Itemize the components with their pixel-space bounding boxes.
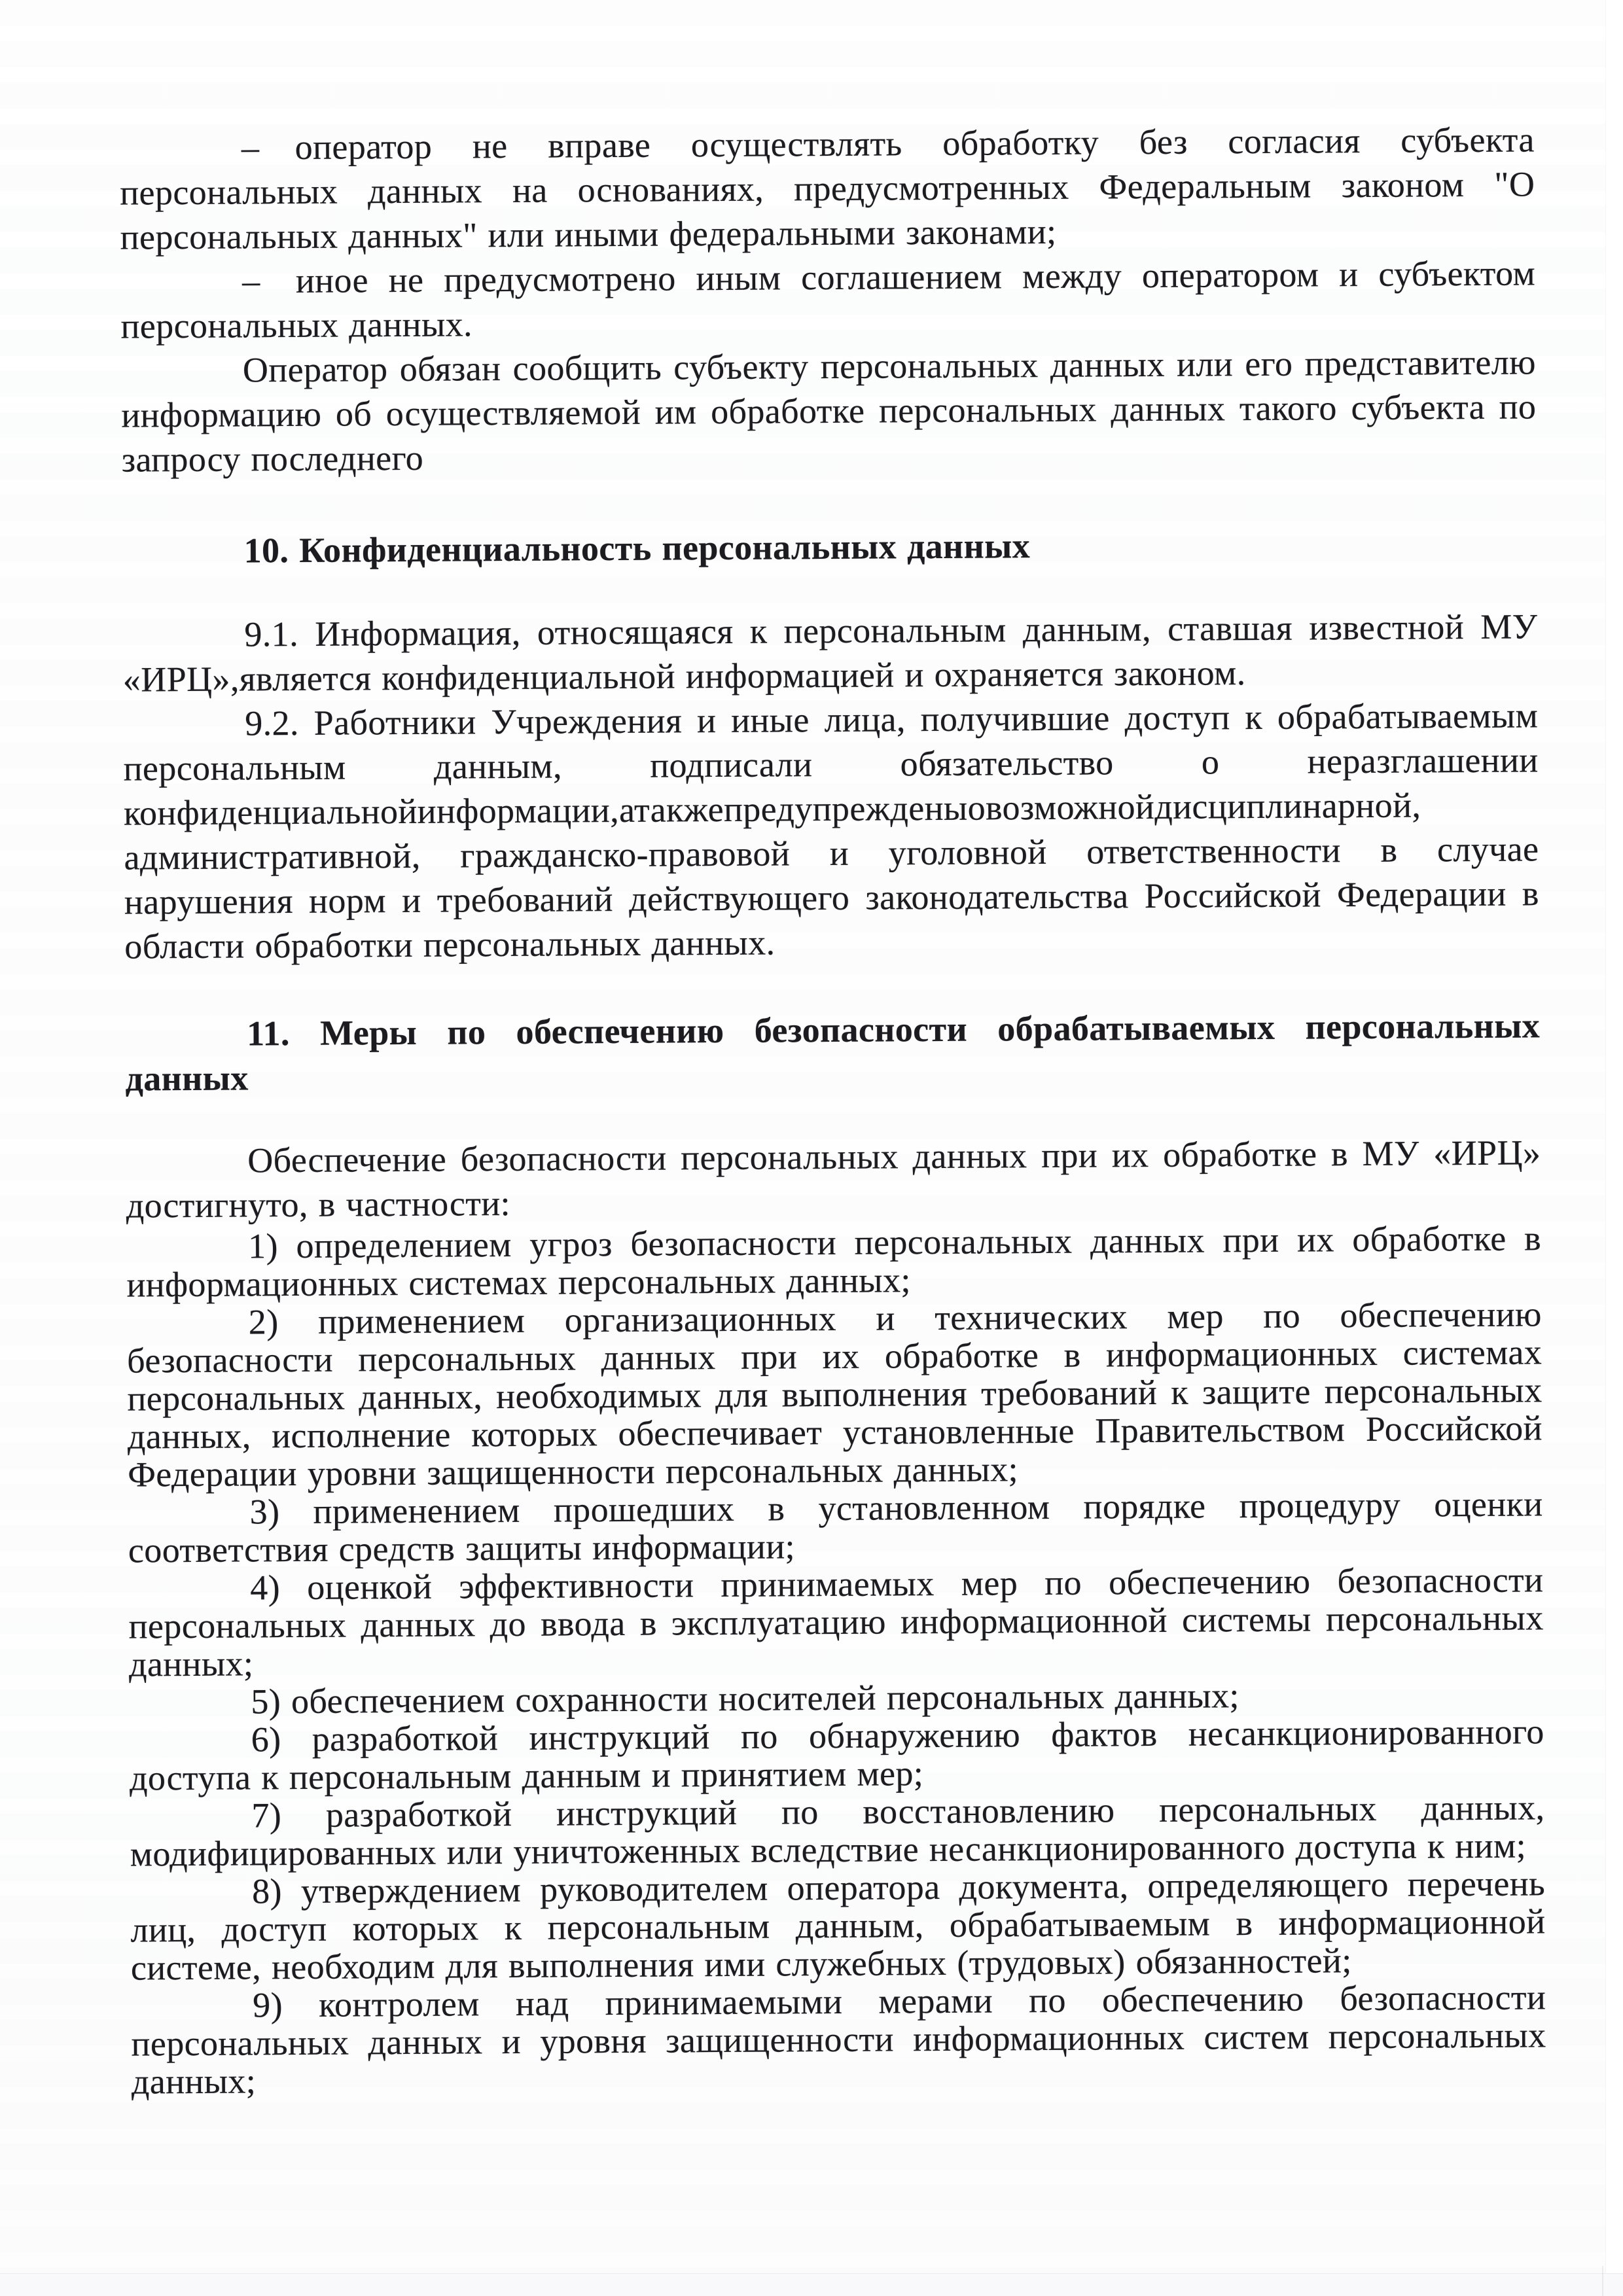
- paragraph-operator-consent-restriction: – оператор не вправе осуществлять обработку без согласия субъекта персональных данных на основаниях, предусмотренных Федеральным законом "О персональных данных" или иными федеральными законами;: [120, 120, 1535, 257]
- list-item-5-media-safekeeping: 5) обеспечением сохранности носителей персональных данных;: [251, 1676, 1240, 1722]
- list-item-2-organizational-technical-measures: 2) применением организационных и технических мер по обеспечению безопасности персональных данных при их обработке в информационных системах персональных данных, необходимых для выполнения требований к защите персональных данных, исполнение которых обеспечивает установленные Правительством Российской Федерации уровни защищенности персональных данных;: [126, 1294, 1543, 1494]
- paragraph-security-measures-intro: Обеспечение безопасности персональных данных при их обработке в МУ «ИРЦ» достигнуто, в частности:: [126, 1133, 1541, 1226]
- document-text-block: [120, 117, 1546, 2100]
- heading-section-10-confidentiality: 10. Конфиденциальность персональных данных: [243, 526, 1031, 571]
- scan-edge-artifact: [1606, 0, 1623, 2296]
- list-item-1-threat-identification: 1) определением угроз безопасности персональных данных при их обработке в информационных системах персональных данных;: [126, 1218, 1542, 1305]
- paragraph-other-agreement-clause: – иное не предусмотрено иным соглашением между оператором и субъектом персональных данных.: [120, 253, 1536, 346]
- list-item-4-effectiveness-evaluation: 4) оценкой эффективности принимаемых мер по обеспечению безопасности персональных данных до ввода в эксплуатацию информационной системы персональных данных;: [128, 1560, 1544, 1684]
- list-item-9-security-control: 9) контролем над принимаемыми мерами по обеспечению безопасности персональных данных и уровня защищенности информационных систем персональных данных;: [131, 1977, 1546, 2102]
- paragraph-9-1-confidential-information: 9.1. Информация, относящаяся к персональным данным, ставшая известной МУ «ИРЦ»,является конфиденциальной информацией и охраняется законом.: [122, 607, 1538, 699]
- list-item-6-unauthorized-access-detection: 6) разработкой инструкций по обнаружению фактов несанкционированного доступа к персональным данным и принятием мер;: [129, 1712, 1544, 1798]
- heading-section-11-security-measures: 11. Меры по обеспечению безопасности обрабатываемых персональных данных: [125, 1006, 1541, 1099]
- list-item-8-access-list-approval: 8) утверждением руководителем оператора документа, определяющего перечень лиц, доступ которых к персональным данным, обрабатываемым в информационной системе, необходим для выполнения ими служебных (трудовых) обязанностей;: [130, 1863, 1546, 1988]
- paragraph-operator-inform-duty: Оператор обязан сообщить субъекту персональных данных или его представителю информацию об осуществляемой им обработке персональных данных такого субъекта по запросу последнего: [121, 342, 1537, 480]
- scan-artifact-line: [1602, 2266, 1603, 2296]
- list-item-7-data-restoration-instructions: 7) разработкой инструкций по восстановлению персональных данных, модифицированных или уничтоженных вследствие несанкционированного доступа к ним;: [130, 1788, 1545, 1874]
- scan-footer-band: [0, 2273, 1623, 2296]
- list-item-3-conformity-assessment: 3) применением прошедших в установленном порядке процедуру оценки соответствия средств защиты информации;: [128, 1484, 1543, 1570]
- paragraph-9-2-employee-obligations: 9.2. Работники Учреждения и иные лица, получившие доступ к обрабатываемым персональным данным, подписали обязательство о неразглашении конфиденциальнойинформации,атакжепредупрежденыовозможнойдисциплинарной, административной, гражданско-правовой и уголовной ответственности в случае нарушения норм и требований действующего законодательства Российской Федерации в области обработки персональных данных.: [123, 696, 1540, 966]
